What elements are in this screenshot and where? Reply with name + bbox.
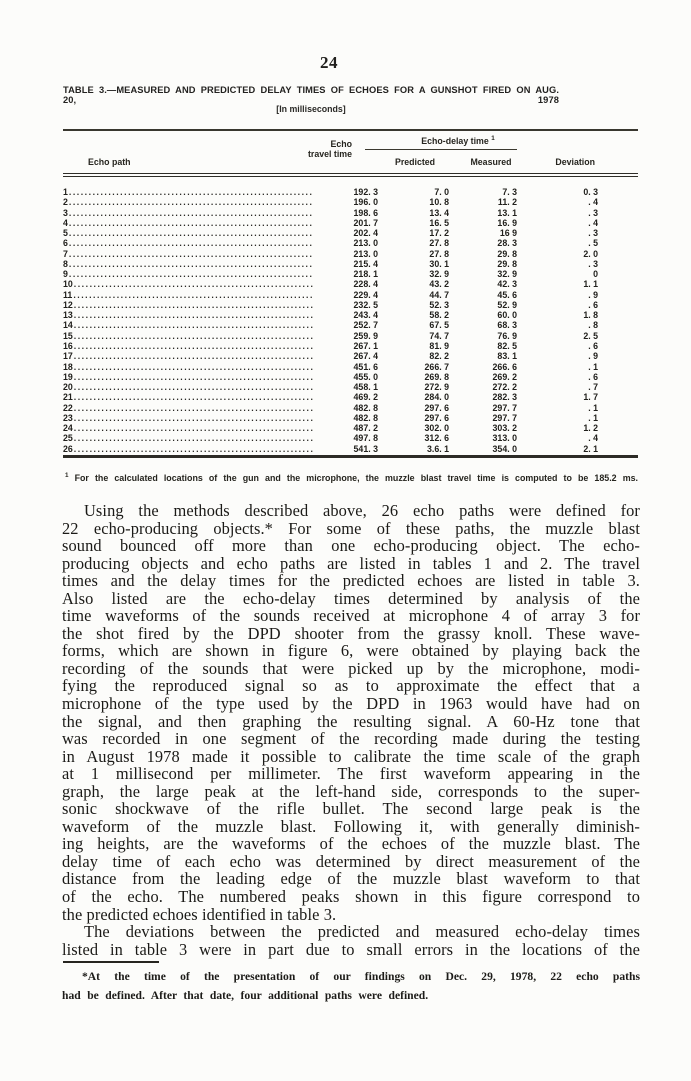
- table-row: [63, 423, 638, 433]
- paragraph1-line: the predicted echoes identified in table 3.: [62, 904, 337, 924]
- echo-path-number: 10: [63, 279, 73, 290]
- paragraph1-line: ing heights, are the waveforms of the echoes of the muzzle blast. The: [62, 834, 640, 854]
- echo-path-cell: [63, 444, 313, 454]
- travel-time-cell: 232. 5: [353, 299, 378, 310]
- table-row: [63, 403, 638, 413]
- dot-leader: [73, 290, 313, 300]
- dot-leader: [74, 423, 313, 433]
- echo-path-cell: [63, 362, 313, 372]
- measured-cell: 266. 6: [492, 361, 517, 372]
- travel-time-cell: 243. 4: [353, 310, 378, 321]
- table-row: [63, 249, 638, 259]
- paragraph1-line: graph, the large peak at the left-hand side, corresponds to the super-: [62, 781, 640, 801]
- deviation-cell: . 3: [588, 228, 598, 239]
- echo-path-cell: [63, 320, 313, 330]
- col-header-echo-travel-time-line1: Echo: [330, 139, 352, 149]
- paragraph1-line: time waveforms of the sounds received at microphone 4 of array 3 for: [62, 606, 640, 626]
- table-footnote-text: For the calculated locations of the gun and the microphone, the muzzle blast travel time is computed to be 185.2 ms.: [74, 472, 638, 483]
- echo-path-number: 15: [63, 330, 73, 341]
- echo-path-cell: [63, 269, 313, 279]
- table-row: [63, 320, 638, 330]
- paragraph2-line: The deviations between the predicted and measured echo-delay times: [84, 922, 640, 942]
- measured-cell: 16 9: [499, 228, 517, 239]
- row-right-margin: [598, 403, 638, 413]
- table-row: [63, 362, 638, 372]
- dot-leader: [74, 382, 313, 392]
- predicted-cell: 269. 8: [424, 371, 449, 382]
- echo-path-number: 6: [63, 238, 68, 249]
- measured-cell: 60. 0: [497, 310, 517, 321]
- row-right-margin: [598, 290, 638, 300]
- col-header-predicted: Predicted: [394, 157, 436, 167]
- deviation-cell: . 8: [588, 320, 598, 331]
- echo-path-cell: [63, 187, 313, 197]
- row-right-margin: [598, 249, 638, 259]
- predicted-cell: 272. 9: [424, 382, 449, 393]
- echo-path-cell: [63, 433, 313, 443]
- predicted-cell: 43. 2: [429, 279, 449, 290]
- deviation-cell: 0. 3: [583, 187, 598, 197]
- table-body: [63, 187, 638, 454]
- echo-path-cell: [63, 228, 313, 238]
- row-right-margin: [598, 187, 638, 197]
- footnote-marker: 1: [491, 135, 495, 142]
- paragraph1-line: fying the reproduced signal so as to approximate the effect that a: [62, 676, 640, 696]
- travel-time-cell: 196. 0: [353, 197, 378, 208]
- echo-path-number: 23: [63, 412, 73, 423]
- row-right-margin: [598, 382, 638, 392]
- echo-path-cell: [63, 249, 313, 259]
- dot-leader: [74, 362, 313, 372]
- page-footnote: [62, 967, 640, 1005]
- dot-leader: [74, 320, 313, 330]
- measured-cell: 303. 2: [492, 423, 517, 434]
- deviation-cell: . 5: [588, 238, 598, 249]
- row-right-margin: [598, 444, 638, 454]
- dot-leader: [74, 279, 313, 289]
- measured-cell: 269. 2: [492, 371, 517, 382]
- row-right-margin: [598, 392, 638, 402]
- table-header-double-rule: [63, 173, 638, 177]
- table-header: [63, 131, 638, 176]
- echo-path-cell: [63, 197, 313, 207]
- table-row: [63, 351, 638, 361]
- table-row: [63, 290, 638, 300]
- measured-cell: 28. 3: [497, 238, 517, 249]
- paragraph1-line: distance from the leading edge of the muzzle blast waveform to that: [62, 869, 640, 889]
- measured-cell: 32. 9: [497, 269, 517, 280]
- predicted-cell: 58. 2: [429, 310, 449, 321]
- travel-time-cell: 482. 8: [353, 402, 378, 413]
- predicted-cell: 10. 8: [429, 197, 449, 208]
- echo-path-number: 11: [63, 289, 73, 300]
- deviation-cell: . 4: [588, 217, 598, 228]
- row-right-margin: [598, 238, 638, 248]
- predicted-cell: 27. 8: [429, 238, 449, 249]
- travel-time-cell: 469. 2: [353, 392, 378, 403]
- travel-time-cell: 259. 9: [353, 330, 378, 341]
- deviation-cell: . 4: [588, 197, 598, 208]
- dot-leader: [74, 433, 313, 443]
- travel-time-cell: 213. 0: [353, 248, 378, 259]
- paragraph1-line: the signal, and then graphing the resulting signal. A 60-Hz tone that: [62, 711, 640, 731]
- measured-cell: 354. 0: [492, 443, 517, 454]
- measured-cell: 83. 1: [497, 351, 517, 362]
- deviation-cell: 1. 1: [583, 279, 598, 290]
- echo-path-cell: [63, 300, 313, 310]
- echo-path-cell: [63, 392, 313, 402]
- travel-time-cell: 267. 4: [353, 351, 378, 362]
- deviation-cell: . 6: [588, 371, 598, 382]
- echo-path-number: 18: [63, 361, 73, 372]
- predicted-cell: 266. 7: [424, 361, 449, 372]
- deviation-cell: . 9: [588, 289, 598, 300]
- echo-path-number: 21: [63, 392, 73, 403]
- dot-leader: [74, 300, 313, 310]
- dot-leader: [74, 310, 313, 320]
- row-right-margin: [598, 228, 638, 238]
- deviation-cell: . 4: [588, 433, 598, 444]
- travel-time-cell: 215. 4: [353, 258, 378, 269]
- deviation-cell: 2. 0: [583, 248, 598, 259]
- travel-time-cell: 482. 8: [353, 412, 378, 423]
- predicted-cell: 17. 2: [429, 228, 449, 239]
- deviation-cell: 1. 8: [583, 310, 598, 321]
- measured-cell: 42. 3: [497, 279, 517, 290]
- row-right-margin: [598, 310, 638, 320]
- table-row: [63, 413, 638, 423]
- dot-leader: [69, 187, 313, 197]
- travel-time-cell: 497. 8: [353, 433, 378, 444]
- dot-leader: [69, 269, 313, 279]
- paragraph1-line: was recorded in one segment of the recording made during the testing: [62, 729, 640, 749]
- col-header-echo-travel-time-line2: travel time: [307, 149, 352, 159]
- echo-path-cell: [63, 372, 313, 382]
- table-row: [63, 279, 638, 289]
- echo-path-number: 24: [63, 423, 73, 434]
- body-text: [62, 502, 640, 958]
- row-right-margin: [598, 351, 638, 361]
- paragraph1-line: at 1 millisecond per millimeter. The first waveform appearing in the: [62, 764, 640, 784]
- predicted-cell: 312. 6: [424, 433, 449, 444]
- dot-leader: [69, 238, 313, 248]
- table-row: [63, 341, 638, 351]
- measured-cell: 52. 9: [497, 299, 517, 310]
- deviation-cell: 0: [593, 269, 598, 280]
- measured-cell: 68. 3: [497, 320, 517, 331]
- deviation-cell: . 3: [588, 258, 598, 269]
- echo-path-number: 12: [63, 299, 73, 310]
- deviation-cell: . 6: [588, 340, 598, 351]
- deviation-cell: 2. 5: [583, 330, 598, 341]
- predicted-cell: 16. 5: [429, 217, 449, 228]
- measured-cell: 82. 5: [497, 340, 517, 351]
- echo-path-number: 17: [63, 351, 73, 362]
- echo-path-number: 2: [63, 197, 68, 208]
- echo-path-number: 5: [63, 228, 68, 239]
- deviation-cell: 1. 7: [583, 392, 598, 403]
- travel-time-cell: 202. 4: [353, 228, 378, 239]
- predicted-cell: 30. 1: [429, 258, 449, 269]
- echo-path-number: 13: [63, 310, 73, 321]
- echo-path-number: 16: [63, 340, 73, 351]
- table-row: [63, 310, 638, 320]
- predicted-cell: 297. 6: [424, 402, 449, 413]
- deviation-cell: . 1: [588, 402, 598, 413]
- measured-cell: 297. 7: [492, 412, 517, 423]
- table-row: [63, 228, 638, 238]
- paragraph2-line: listed in table 3 were in part due to small errors in the locations of the: [62, 939, 640, 959]
- table-footnote: [65, 472, 638, 483]
- table-bottom-rule: [63, 455, 638, 458]
- table-row: [63, 382, 638, 392]
- echo-path-number: 19: [63, 371, 73, 382]
- paragraph1-line: times and the delay times for the predicted echoes are listed in table 3.: [62, 571, 640, 591]
- travel-time-cell: 455. 0: [353, 371, 378, 382]
- predicted-cell: 13. 4: [429, 207, 449, 218]
- predicted-cell: 27. 8: [429, 248, 449, 259]
- row-right-margin: [598, 269, 638, 279]
- echo-path-number: 3: [63, 207, 68, 218]
- travel-time-cell: 228. 4: [353, 279, 378, 290]
- row-right-margin: [598, 279, 638, 289]
- echo-path-cell: [63, 218, 313, 228]
- row-right-margin: [598, 372, 638, 382]
- paragraph1-line: waveform of the muzzle blast. Following it, with generally diminish-: [62, 816, 640, 836]
- travel-time-cell: 229. 4: [353, 289, 378, 300]
- measured-cell: 272. 2: [492, 382, 517, 393]
- deviation-cell: . 3: [588, 207, 598, 218]
- echo-path-cell: [63, 310, 313, 320]
- echo-path-cell: [63, 423, 313, 433]
- row-right-margin: [598, 331, 638, 341]
- table-row: [63, 372, 638, 382]
- predicted-cell: 297. 6: [424, 412, 449, 423]
- footnote-line: had be defined. After that date, four additional paths were defined.: [62, 989, 429, 1002]
- travel-time-cell: 201. 7: [353, 217, 378, 228]
- dot-leader: [74, 351, 313, 361]
- col-header-echo-path: Echo path: [88, 157, 131, 167]
- echo-path-cell: [63, 331, 313, 341]
- predicted-cell: 82. 2: [429, 351, 449, 362]
- table-row: [63, 269, 638, 279]
- col-group-underline: [365, 149, 517, 150]
- measured-cell: 282. 3: [492, 392, 517, 403]
- echo-path-cell: [63, 279, 313, 289]
- dot-leader: [69, 259, 313, 269]
- measured-cell: 11. 2: [497, 197, 517, 208]
- echo-path-cell: [63, 290, 313, 300]
- echo-path-number: 22: [63, 402, 73, 413]
- table-row: [63, 392, 638, 402]
- row-right-margin: [598, 433, 638, 443]
- dot-leader: [69, 197, 313, 207]
- table-row: [63, 259, 638, 269]
- paragraph1-line: microphone of the type used by the DPD in 1963 would have had on: [62, 694, 640, 714]
- measured-cell: 297. 7: [492, 402, 517, 413]
- footnote-line: *At the time of the presentation of our findings on Dec. 29, 1978, 22 echo paths: [82, 970, 640, 983]
- travel-time-cell: 218. 1: [353, 269, 378, 280]
- table-row: [63, 444, 638, 454]
- table-footnote-marker: 1: [65, 472, 69, 479]
- table-subtitle: [In milliseconds]: [276, 104, 346, 114]
- travel-time-cell: 213. 0: [353, 238, 378, 249]
- row-right-margin: [598, 362, 638, 372]
- predicted-cell: 3.6. 1: [426, 443, 449, 454]
- predicted-cell: 7. 0: [434, 187, 449, 197]
- travel-time-cell: 458. 1: [353, 382, 378, 393]
- col-header-deviation: Deviation: [555, 157, 595, 167]
- travel-time-cell: 451. 6: [353, 361, 378, 372]
- row-right-margin: [598, 423, 638, 433]
- paragraph1-line: Using the methods described above, 26 echo paths were defined for: [84, 501, 640, 520]
- table-row: [63, 238, 638, 248]
- predicted-cell: 32. 9: [429, 269, 449, 280]
- predicted-cell: 74. 7: [429, 330, 449, 341]
- dot-leader: [69, 228, 313, 238]
- table-row: [63, 331, 638, 341]
- paragraph1-line: sound bounced off more than one echo-producing object. The echo-: [62, 536, 640, 556]
- dot-leader: [69, 208, 313, 218]
- travel-time-cell: 198. 6: [353, 207, 378, 218]
- echo-path-cell: [63, 351, 313, 361]
- dot-leader: [74, 331, 313, 341]
- table-row: [63, 218, 638, 228]
- dot-leader: [74, 413, 313, 423]
- dot-leader: [74, 341, 313, 351]
- measured-cell: 29. 8: [497, 258, 517, 269]
- predicted-cell: 81. 9: [429, 340, 449, 351]
- predicted-cell: 44. 7: [429, 289, 449, 300]
- echo-path-cell: [63, 403, 313, 413]
- deviation-cell: 1. 2: [583, 423, 598, 434]
- predicted-cell: 67. 5: [429, 320, 449, 331]
- measured-cell: 45. 6: [497, 289, 517, 300]
- table-title: TABLE 3.—MEASURED AND PREDICTED DELAY TIMES OF ECHOES FOR A GUNSHOT FIRED ON AUG. 20, 1978: [63, 85, 559, 105]
- predicted-cell: 284. 0: [424, 392, 449, 403]
- echo-path-cell: [63, 341, 313, 351]
- echo-path-number: 26: [63, 443, 73, 454]
- travel-time-cell: 487. 2: [353, 423, 378, 434]
- deviation-cell: . 7: [588, 382, 598, 393]
- travel-time-cell: 192. 3: [353, 187, 378, 197]
- row-right-margin: [598, 259, 638, 269]
- deviation-cell: . 6: [588, 299, 598, 310]
- echo-path-number: 7: [63, 248, 68, 259]
- footnote-separator: [63, 961, 159, 963]
- predicted-cell: 302. 0: [424, 423, 449, 434]
- table-row: [63, 187, 638, 197]
- measured-cell: 16. 9: [497, 217, 517, 228]
- travel-time-cell: 267. 1: [353, 340, 378, 351]
- measured-cell: 13. 1: [497, 207, 517, 218]
- echo-path-cell: [63, 259, 313, 269]
- measured-cell: 76. 9: [497, 330, 517, 341]
- echo-path-number: 1: [63, 187, 68, 197]
- predicted-cell: 52. 3: [429, 299, 449, 310]
- row-right-margin: [598, 208, 638, 218]
- paragraph1-line: Also listed are the echo-delay times determined by analysis of the: [62, 588, 640, 608]
- row-right-margin: [598, 320, 638, 330]
- echo-path-number: 9: [63, 269, 68, 280]
- echo-path-cell: [63, 413, 313, 423]
- table-row: [63, 208, 638, 218]
- dot-leader: [69, 249, 313, 259]
- row-right-margin: [598, 300, 638, 310]
- col-group-echo-delay-time: [393, 135, 523, 146]
- dot-leader: [74, 403, 313, 413]
- paragraph1-line: the shot fired by the DPD shooter from the grassy knoll. These wave-: [62, 623, 640, 643]
- echo-path-number: 14: [63, 320, 73, 331]
- paragraph1-line: delay time of each echo was determined by direct measurement of the: [62, 851, 640, 871]
- echo-path-cell: [63, 208, 313, 218]
- paragraph1-line: 22 echo-producing objects.* For some of these paths, the muzzle blast: [62, 518, 640, 538]
- row-right-margin: [598, 218, 638, 228]
- dot-leader: [69, 218, 313, 228]
- row-right-margin: [598, 197, 638, 207]
- deviation-cell: . 1: [588, 412, 598, 423]
- deviation-cell: 2. 1: [583, 443, 598, 454]
- paragraph1-line: producing objects and echo paths are listed in tables 1 and 2. The travel: [62, 553, 640, 573]
- dot-leader: [74, 392, 313, 402]
- echo-path-number: 25: [63, 433, 73, 444]
- measured-cell: 7. 3: [502, 187, 517, 197]
- travel-time-cell: 541. 3: [353, 443, 378, 454]
- page-number: 24: [320, 53, 338, 72]
- echo-path-number: 8: [63, 258, 68, 269]
- echo-path-cell: [63, 238, 313, 248]
- row-right-margin: [598, 413, 638, 423]
- paragraph1-line: of the echo. The numbered peaks shown in this figure correspond to: [62, 887, 640, 907]
- paragraph1-line: forms, which are shown in figure 6, were obtained by playing back the: [62, 641, 640, 661]
- table-row: [63, 433, 638, 443]
- paragraph1-line: in August 1978 made it possible to calibrate the time scale of the graph: [62, 746, 640, 766]
- paragraph1-line: recording of the sounds that were picked up by the microphone, modi-: [62, 658, 640, 678]
- dot-leader: [74, 372, 313, 382]
- echo-path-number: 4: [63, 217, 68, 228]
- deviation-cell: . 1: [588, 361, 598, 372]
- echo-path-cell: [63, 382, 313, 392]
- table-row: [63, 300, 638, 310]
- dot-leader: [74, 444, 313, 454]
- col-group-label: Echo-delay time: [421, 135, 489, 146]
- paragraph1-line: sonic shockwave of the rifle bullet. The second large peak is the: [62, 799, 640, 819]
- travel-time-cell: 252. 7: [353, 320, 378, 331]
- deviation-cell: . 9: [588, 351, 598, 362]
- row-right-margin: [598, 341, 638, 351]
- col-header-measured: Measured: [470, 157, 512, 167]
- table-row: [63, 197, 638, 207]
- measured-cell: 313. 0: [492, 433, 517, 444]
- measured-cell: 29. 8: [497, 248, 517, 259]
- echo-path-number: 20: [63, 382, 73, 393]
